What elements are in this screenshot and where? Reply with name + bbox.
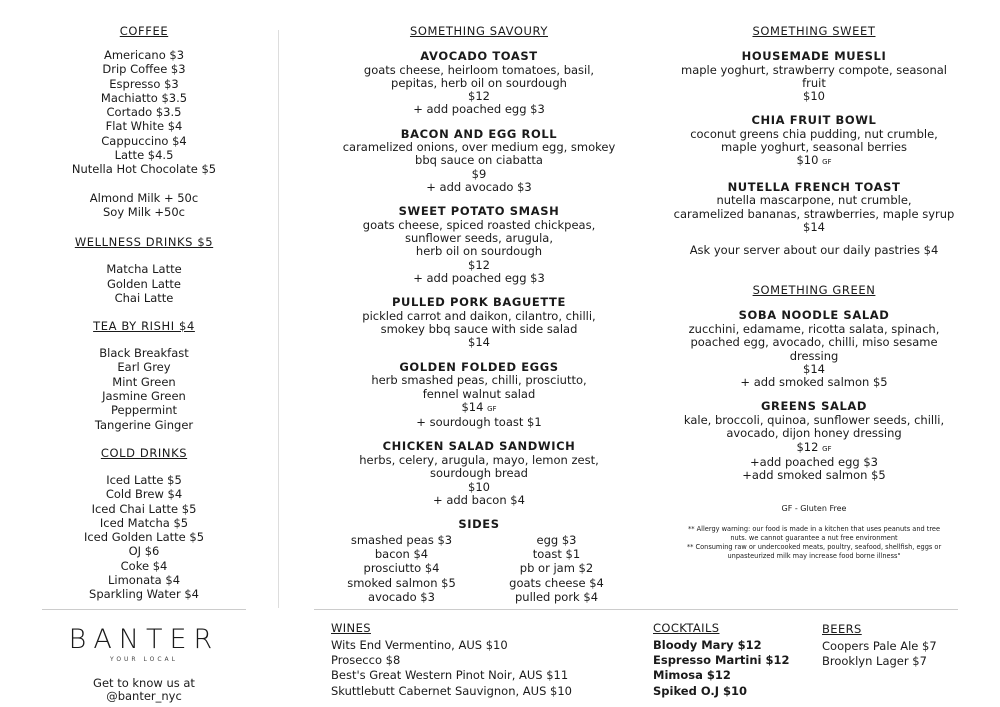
soba-noodle-salad — [664, 308, 964, 389]
menu-item: Machiatto $3.5 — [100, 90, 188, 105]
item-addon: + add poached egg $3 — [413, 271, 545, 286]
greens-salad — [664, 399, 964, 482]
menu-item: Iced Golden Latte $5 — [83, 530, 205, 545]
item-desc: dressing — [789, 348, 839, 363]
left-divider — [42, 609, 246, 610]
menu-item: Flat White $4 — [105, 119, 183, 134]
tea-heading: TEA BY RISHI $4 — [93, 319, 195, 334]
item-title: BACON AND EGG ROLL — [400, 126, 558, 141]
item-desc: sourdough bread — [430, 466, 528, 481]
wines-heading: WINES — [331, 621, 371, 635]
menu-item: Cappuccino $4 — [101, 133, 187, 148]
item-price: $10 — [468, 479, 490, 494]
menu-item: Iced Latte $5 — [106, 472, 182, 487]
item-price: $12 — [468, 257, 490, 272]
sweet-green-column — [664, 24, 964, 561]
cocktail-item: Bloody Mary $12 — [653, 638, 762, 652]
cocktail-item: Mimosa $12 — [653, 668, 731, 683]
item-addon: + add bacon $4 — [433, 492, 525, 507]
wine-item: Wits End Vermentino, AUS $10 — [331, 638, 508, 652]
item-desc: herbs, celery, arugula, mayo, lemon zest, — [359, 452, 599, 467]
nutella-french-toast — [664, 180, 964, 234]
side-item: smashed peas $3 — [350, 532, 453, 547]
savoury-column — [324, 24, 634, 604]
cocktail-item: Spiked O.J $10 — [653, 683, 748, 698]
side-item: toast $1 — [532, 546, 581, 561]
wine-item: Skuttlebutt Cabernet Sauvignon, AUS $10 — [331, 683, 573, 698]
item-price: $12 — [468, 89, 490, 104]
item-title: SOBA NOODLE SALAD — [738, 308, 890, 323]
item-desc: nutella mascarpone, nut crumble, — [716, 193, 912, 208]
item-price — [664, 154, 964, 169]
item-desc: goats cheese, heirloom tomatoes, basil, — [363, 62, 595, 77]
allergy-line: unpasteurized milk may increase food borne illness" — [727, 552, 901, 561]
item-desc: pepitas, herb oil on sourdough — [391, 75, 567, 90]
banter-logo: BANTER — [68, 624, 220, 655]
wellness-heading: WELLNESS DRINKS $5 — [74, 235, 214, 250]
sweet-potato-smash — [324, 204, 634, 285]
side-item: avocado $3 — [368, 589, 435, 604]
side-item: pb or jam $2 — [519, 561, 594, 576]
bacon-egg-roll — [324, 127, 634, 195]
chicken-salad-sandwich — [324, 439, 634, 507]
pulled-pork-baguette — [324, 295, 634, 349]
side-item: egg $3 — [536, 532, 577, 547]
item-desc: goats cheese, spiced roasted chickpeas, — [362, 217, 596, 232]
bottom-divider — [314, 609, 958, 610]
item-price: $14 — [803, 219, 825, 234]
menu-item: Coke $4 — [120, 558, 168, 573]
side-item: goats cheese $4 — [509, 575, 604, 590]
menu-item: Americano $3 — [103, 48, 185, 62]
chia-fruit-bowl — [664, 113, 964, 169]
menu-item: Cortado $3.5 — [106, 105, 182, 120]
menu-item: Black Breakfast — [99, 346, 189, 361]
cold-drinks-heading: COLD DRINKS — [100, 445, 188, 460]
gf-badge: GF — [822, 444, 832, 453]
item-title: PULLED PORK BAGUETTE — [392, 295, 566, 310]
green-heading: SOMETHING GREEN — [752, 283, 876, 298]
item-price — [664, 441, 964, 456]
item-title: GOLDEN FOLDED EGGS — [399, 359, 559, 374]
milk-option: Almond Milk + 50c — [89, 190, 199, 205]
menu-item: Chai Latte — [114, 290, 174, 305]
beer-item: Coopers Pale Ale $7 — [822, 639, 937, 653]
menu-item: Matcha Latte — [106, 262, 182, 277]
item-addon: + add avocado $3 — [426, 180, 532, 195]
wine-item: Prosecco $8 — [331, 653, 401, 668]
price-value: $14 — [461, 399, 484, 414]
allergy-line: ** Consuming raw or undercooked meats, poultry, seafood, shellfish, eggs or — [686, 543, 942, 552]
item-title: NUTELLA FRENCH TOAST — [727, 179, 901, 194]
item-desc: herb oil on sourdough — [415, 244, 543, 259]
menu-item: Mint Green — [112, 374, 176, 389]
menu-item: Latte $4.5 — [114, 148, 174, 163]
gf-badge: GF — [822, 158, 832, 167]
item-price: $9 — [471, 166, 487, 181]
item-title: HOUSEMADE MUESLI — [741, 49, 887, 63]
sides-list — [324, 533, 634, 604]
item-desc: bbq sauce on ciabatta — [415, 153, 543, 168]
item-addon: + add poached egg $3 — [413, 102, 545, 117]
brand-block — [38, 624, 250, 703]
side-item: pulled pork $4 — [514, 589, 599, 604]
item-desc: caramelized bananas, strawberries, maple syrup — [673, 206, 955, 221]
avocado-toast — [324, 49, 634, 117]
item-addon: +add smoked salmon $5 — [742, 468, 886, 483]
allergy-warning — [664, 525, 964, 561]
item-addon: + add smoked salmon $5 — [740, 375, 888, 390]
instagram-handle: @banter_nyc — [106, 689, 182, 703]
contact-text: Get to know us at — [93, 676, 195, 690]
item-title: AVOCADO TOAST — [420, 49, 538, 63]
item-desc: maple yoghurt, strawberry compote, seasonal — [681, 62, 947, 77]
menu-item: Jasmine Green — [102, 389, 186, 404]
menu-item: Sparkling Water $4 — [89, 587, 199, 602]
side-item: bacon $4 — [374, 546, 429, 561]
item-desc: pickled carrot and daikon, cilantro, chilli, — [362, 308, 596, 323]
cocktails-block — [653, 621, 803, 699]
item-desc: caramelized onions, over medium egg, smokey — [342, 140, 616, 155]
menu-item: Tangerine Ginger — [94, 417, 194, 432]
logo-tagline: YOUR LOCAL — [109, 656, 178, 663]
item-desc: zucchini, edamame, ricotta salata, spinach, — [688, 321, 940, 336]
housemade-muesli — [664, 49, 964, 103]
item-price: $14 — [803, 361, 825, 376]
menu-item: Espresso $3 — [109, 76, 179, 91]
wine-item: Best's Great Western Pinot Noir, AUS $11 — [331, 668, 569, 683]
menu-item: OJ $6 — [128, 544, 160, 559]
pastries-note: Ask your server about our daily pastries $4 — [689, 243, 939, 258]
menu-item: Earl Grey — [117, 360, 171, 375]
menu-item: Nutella Hot Chocolate $5 — [71, 162, 217, 177]
menu-item: Cold Brew $4 — [105, 487, 183, 502]
sweet-heading: SOMETHING SWEET — [752, 24, 876, 38]
item-desc: fruit — [802, 75, 826, 90]
menu-item: Limonata $4 — [107, 573, 181, 588]
item-desc: maple yoghurt, seasonal berries — [721, 140, 907, 155]
menu-item: Golden Latte — [106, 276, 181, 291]
side-item: prosciutto $4 — [363, 561, 440, 576]
menu-item: Iced Chai Latte $5 — [91, 501, 197, 516]
item-desc: kale, broccoli, quinoa, sunflower seeds, chilli, — [683, 412, 945, 427]
allergy-line: nuts. we cannot guarantee a nut free environment — [730, 534, 898, 543]
item-addon: + sourdough toast $1 — [416, 415, 542, 430]
item-desc: herb smashed peas, chilli, prosciutto, — [371, 373, 587, 388]
gf-badge: GF — [487, 404, 497, 413]
savoury-heading: SOMETHING SAVOURY — [409, 24, 549, 38]
item-title: CHIA FRUIT BOWL — [751, 113, 877, 128]
coffee-heading: COFFEE — [119, 24, 169, 38]
item-title: GREENS SALAD — [760, 399, 868, 414]
beer-item: Brooklyn Lager $7 — [822, 654, 927, 669]
sides-heading: SIDES — [458, 517, 500, 532]
column-divider — [278, 30, 279, 608]
cocktail-item: Espresso Martini $12 — [653, 653, 790, 668]
item-price — [324, 401, 634, 416]
cocktails-heading: COCKTAILS — [653, 621, 720, 635]
item-price: $10 — [803, 89, 825, 104]
beers-heading: BEERS — [822, 622, 862, 636]
item-desc: avocado, dijon honey dressing — [726, 426, 902, 441]
menu-item: Peppermint — [111, 403, 177, 418]
item-desc: fennel walnut salad — [422, 386, 536, 401]
item-title: SWEET POTATO SMASH — [398, 204, 560, 219]
price-value: $10 — [796, 153, 819, 168]
price-value: $12 — [796, 439, 819, 454]
item-title: CHICKEN SALAD SANDWICH — [382, 439, 576, 454]
item-desc: smokey bbq sauce with side salad — [380, 322, 578, 337]
menu-item: Iced Matcha $5 — [99, 515, 189, 530]
gf-key: GF - Gluten Free — [781, 504, 847, 514]
coffee-list — [38, 48, 250, 177]
item-desc: poached egg, avocado, chilli, miso sesame — [690, 335, 938, 350]
drinks-column — [38, 24, 250, 602]
golden-folded-eggs — [324, 360, 634, 430]
item-addon: +add poached egg $3 — [750, 454, 878, 469]
item-price: $14 — [468, 335, 490, 350]
menu-item: Drip Coffee $3 — [102, 62, 186, 77]
beers-block — [822, 622, 972, 669]
side-item: smoked salmon $5 — [347, 575, 456, 590]
allergy-line: ** Allergy warning: our food is made in a kitchen that uses peanuts and tree — [687, 525, 941, 534]
item-desc: coconut greens chia pudding, nut crumble, — [690, 126, 938, 141]
wines-block — [331, 621, 641, 699]
item-desc: sunflower seeds, arugula, — [404, 231, 553, 246]
milk-option: Soy Milk +50c — [102, 204, 186, 219]
